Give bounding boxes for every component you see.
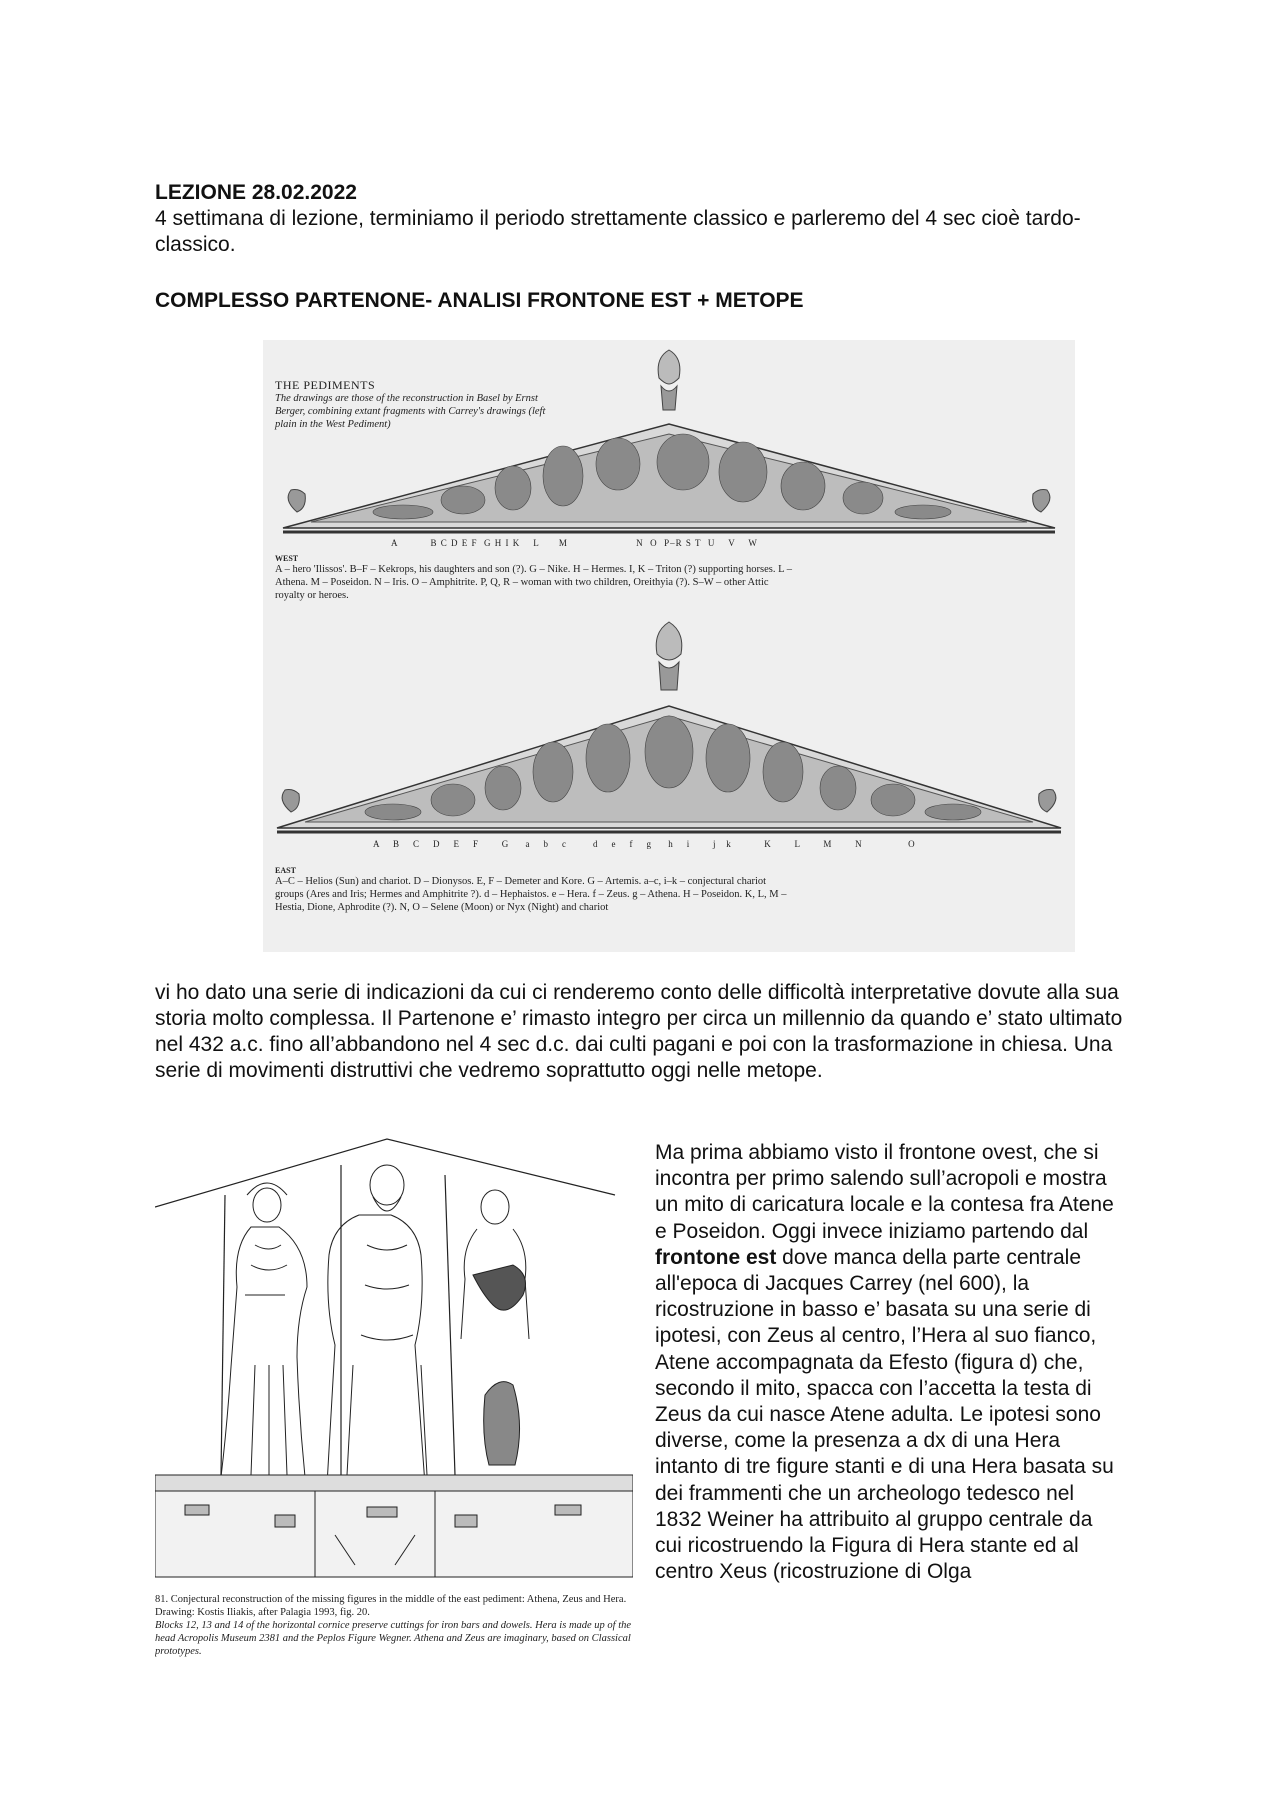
reconstruction-caption [155, 1593, 633, 1658]
paragraph-2 [655, 1140, 1125, 1585]
reconstruction-drawing [155, 1135, 633, 1585]
paragraph-2-part2: dove manca della parte centrale all'epoca di Jacques Carrey (nel 600), la ricostruzione in basso e’ basata su una serie di ipotesi, con Zeus al centro, l’Hera al suo fianco, Atene accompagnata da Efesto (figura d) che, secondo il mito, spacca con l’accetta la testa di Zeus da cui nasce Atene adulta. Le ipotesi sono diverse, come la presenza a dx di una Hera intanto di tre figure stanti e di una Hera basata su dei frammenti che un archeologo tedesco nel 1832 Weiner ha attribuito al gruppo centrale da cui ricostruendo la Figura di Hera stante ed al centro Xeus (ricostruzione di Olga [655, 1245, 1114, 1584]
pediments-title: THE PEDIMENTS [275, 378, 376, 392]
paragraph-1: vi ho dato una serie di indicazioni da cui ci renderemo conto delle difficoltà interpretative dovute alla sua storia molto complessa. Il Partenone e’ rimasto integro per circa un millennio da quando e’ stato ultimato nel 432 a.c. fino all’abbandono nel 4 sec d.c. dai culti pagani e poi con la trasformazione in chiesa. Una serie di movimenti distruttivi che vedremo soprattutto oggi nelle metope. [155, 981, 1123, 1082]
intro-text: 4 settimana di lezione, terminiamo il periodo strettamente classico e parleremo del 4 sec cioè tardo-classico. [155, 207, 1081, 256]
east-letters: A B C D E F G a b c d e f g h i j k K L M N O [373, 839, 916, 849]
east-pediment-drawing [277, 622, 1061, 832]
west-letters: A B C D E F G H I K L M N O P–R S T U V W [391, 538, 758, 548]
lesson-title: LEZIONE 28.02.2022 [155, 181, 357, 204]
west-legend: A – hero 'Ilissos'. B–F – Kekrops, his daughters and son (?). G – Nike. H – Hermes. I, K – Triton (?) supporting horses. L – Athena. M – Poseidon. N – Iris. O – Amphitrite. P, Q, R – woman with two children, Oreithyia (?). S–W – other Attic royalty or heroes. [275, 564, 792, 601]
hera-figure [461, 1190, 529, 1465]
paragraph-2-part1: Ma prima abbiamo visto il frontone ovest, che si incontra per primo salendo sull’acropoli e mostra un mito di caricatura locale e la contesa fra Atene e Poseidon. Oggi invece iniziamo partendo dal [655, 1141, 1114, 1243]
west-pediment-drawing [283, 350, 1055, 532]
paragraph-2-bold: frontone est [655, 1245, 777, 1269]
reconstruction-caption-main: 81. Conjectural reconstruction of the missing figures in the middle of the east pediment: Athena, Zeus and Hera. Drawing: Kostis Iliakis, after Palagia 1993, fig. 20. [155, 1594, 627, 1618]
reconstruction-figure [155, 1135, 633, 1675]
reconstruction-caption-italic: Blocks 12, 13 and 14 of the horizontal cornice preserve cuttings for iron bars and dowels. Hera is made up of the head Acropolis Museum 2381 and the Peplos Figure Wegner. Athena and Zeus are imaginary, based on Classical prototypes. [155, 1620, 632, 1657]
athena-figure [221, 1183, 307, 1477]
east-label: EAST [275, 866, 296, 875]
pediments-drawing [263, 340, 1075, 952]
pediments-note: The drawings are those of the reconstruction in Basel by Ernst Berger, combining extant fragments with Carrey's drawings (left plain in the West Pediment) [275, 393, 546, 430]
west-label: WEST [275, 554, 299, 563]
pediments-figure [263, 340, 1075, 952]
section-title: COMPLESSO PARTENONE- ANALISI FRONTONE EST + METOPE [155, 289, 804, 312]
east-legend: A–C – Helios (Sun) and chariot. D – Dionysos. E, F – Demeter and Kore. G – Artemis. a–c, i–k – conjectural chariot groups (Ares and Iris; Hermes and Amphitrite ?). d – Hephaistos. e – Hera. f – Zeus. g – Athena. H – Poseidon. K, L, M – Hestia, Dione, Aphrodite (?). N, O – Selene (Moon) or Nyx (Night) and chariot [275, 876, 787, 913]
zeus-figure [327, 1165, 427, 1485]
